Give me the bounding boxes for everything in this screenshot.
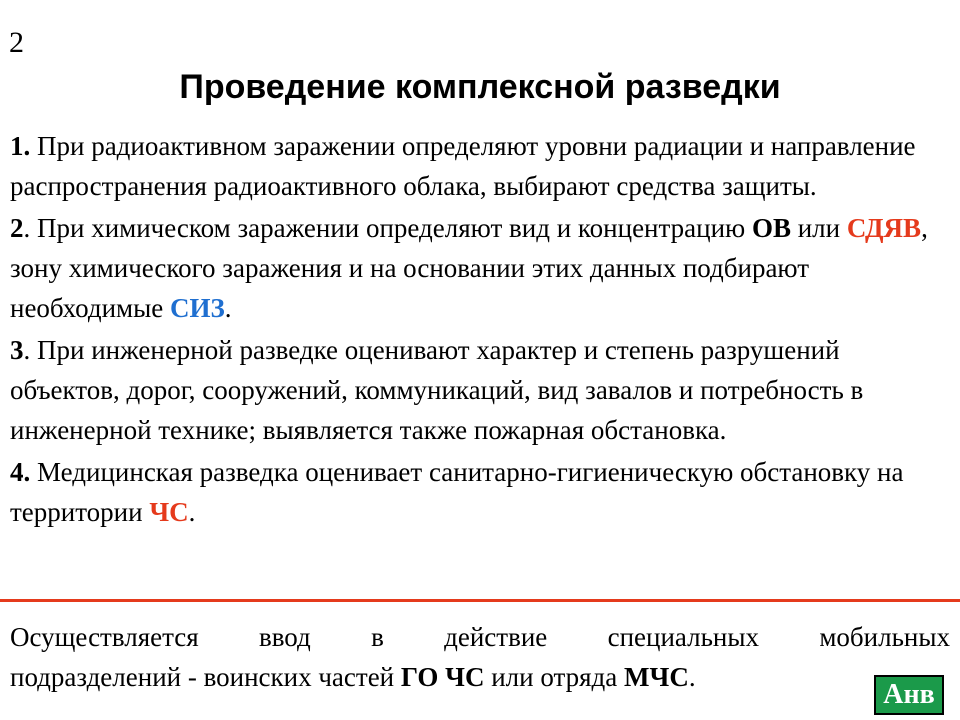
footer-word: ввод (258, 622, 311, 652)
slide-number: 2 (9, 26, 24, 59)
footer-note (10, 617, 950, 697)
footer-word: специальных (607, 622, 760, 652)
paragraph-number: 4. (10, 457, 31, 487)
paragraph-text: . При инженерной разведке оценивают характер и степень разрушений объектов, дорог, сооружений, коммуникаций, вид завалов и потребность в инженерной технике; выявляется также пожарная обстановка. (10, 335, 864, 445)
paragraph-2 (10, 208, 940, 328)
footer-word: действие (444, 622, 548, 652)
term-ov: ОВ (751, 213, 791, 243)
paragraph-text: . (188, 497, 196, 527)
paragraph-text: , зону химического заражения и на основании этих данных подбирают необходимые (10, 213, 928, 323)
term-mchs: МЧС (624, 662, 689, 692)
paragraph-4 (10, 452, 940, 532)
paragraph-3 (10, 330, 940, 450)
footer-word: в (371, 622, 384, 652)
footer-line-2 (10, 657, 950, 697)
paragraph-number: 3 (10, 335, 24, 365)
footer-text: подразделений - воинских частей (10, 662, 401, 692)
footer-word: мобильных (819, 622, 950, 652)
paragraph-text: . При химическом заражении определяют вид и концентрацию (23, 213, 752, 243)
divider-line (0, 599, 960, 602)
footer-text: или отряда (484, 662, 625, 692)
term-chs: ЧС (149, 497, 189, 527)
footer-text: . (688, 662, 696, 692)
term-go-chs: ГО ЧС (400, 662, 485, 692)
footer-word: Осуществляется (10, 622, 199, 652)
term-sdyav: СДЯВ (846, 213, 922, 243)
paragraph-text: При радиоактивном заражении определяют уровни радиации и направление распространения радиоактивного облака, выбирают средства защиты. (10, 131, 916, 201)
slide-title: Проведение комплексной разведки (179, 68, 781, 106)
paragraph-text: . (224, 293, 232, 323)
paragraph-number: 2 (10, 213, 24, 243)
anv-nav-button[interactable]: Анв (874, 675, 944, 715)
content-body (10, 126, 940, 532)
paragraph-number: 1. (10, 131, 31, 161)
footer-line-1 (10, 617, 950, 657)
paragraph-text: или (790, 213, 847, 243)
paragraph-text: Медицинская разведка оценивает санитарно-гигиеническую обстановку на территории (10, 457, 904, 527)
term-siz: СИЗ (169, 293, 225, 323)
paragraph-1 (10, 126, 940, 206)
